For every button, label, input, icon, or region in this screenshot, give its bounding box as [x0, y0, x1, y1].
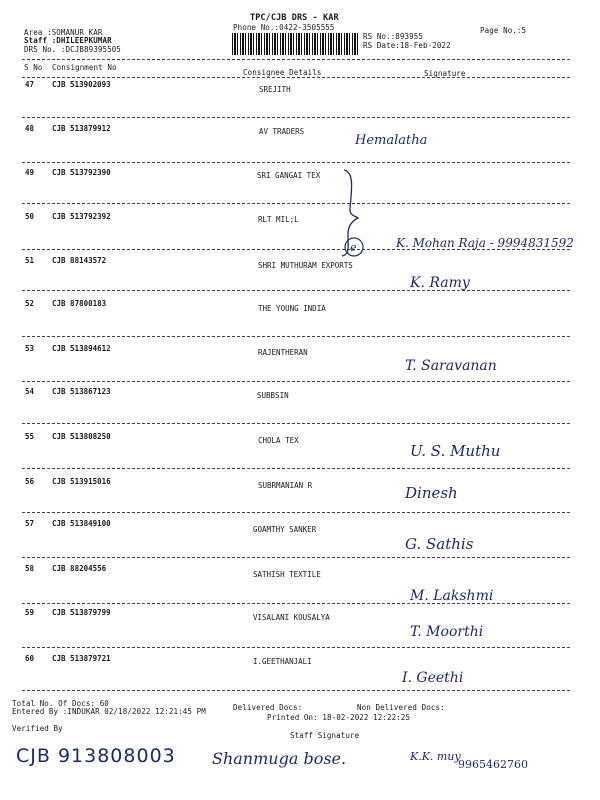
- divider: [22, 203, 570, 204]
- row-consignment: CJB 513902093: [52, 80, 111, 89]
- row-consignment: CJB 513879721: [52, 654, 111, 663]
- entered-by: Entered By :INDUKAR 02/18/2022 12:21:45 PM: [12, 707, 206, 716]
- handwritten-phone: 9965462760: [458, 758, 528, 771]
- divider: [22, 381, 570, 382]
- sheet-title: TPC/CJB DRS - KAR: [250, 13, 339, 23]
- drs-number: DRS No. :DCJB89395505: [24, 45, 121, 54]
- row-consignee: VISALANI KOUSALYA: [253, 613, 330, 622]
- page-number: Page No.:5: [480, 26, 527, 35]
- row-consignee: CHOLA TEX: [258, 436, 299, 445]
- divider: [22, 290, 570, 291]
- divider: [22, 59, 570, 60]
- row-sno: 55: [25, 432, 35, 441]
- handwritten-signature: I. Geethi: [402, 670, 464, 686]
- circled-e-mark: [343, 236, 365, 258]
- divider: [22, 162, 570, 163]
- handwritten-name: Shanmuga bose.: [212, 749, 347, 768]
- printed-on: Printed On: 18-02-2022 12:22:25: [267, 713, 411, 722]
- col-signature: Signature: [424, 69, 466, 78]
- row-consignee: I.GEETHANJALI: [253, 657, 312, 666]
- barcode-image: [232, 33, 358, 55]
- divider: [22, 423, 570, 424]
- row-consignee: SHRI MUTHURAM EXPORTS: [258, 261, 353, 270]
- divider: [22, 690, 570, 691]
- handwritten-signature: K. Ramy: [410, 275, 470, 291]
- divider: [22, 117, 570, 118]
- row-sno: 56: [25, 477, 35, 486]
- row-consignment: CJB 513849100: [52, 519, 111, 528]
- staff-signature-label: Staff Signature: [290, 731, 360, 740]
- non-delivered-docs: Non Delivered Docs:: [357, 703, 445, 712]
- row-consignment: CJB 88143572: [52, 256, 107, 265]
- row-consignment: CJB 513867123: [52, 387, 111, 396]
- row-consignee: AV TRADERS: [259, 127, 305, 136]
- rs-date: RS Date:18-Feb-2022: [363, 41, 451, 50]
- row-consignment: CJB 513879912: [52, 124, 111, 133]
- handwritten-signature: T. Moorthi: [410, 624, 484, 640]
- row-consignee: RLT MIL;L: [258, 215, 299, 224]
- phone-number: Phone No.:0422-3505555: [233, 23, 335, 32]
- area-label: Area :SOMANUR KAR: [24, 28, 103, 37]
- row-consignment: CJB 88204556: [52, 564, 107, 573]
- handwritten-signature: T. Saravanan: [405, 358, 497, 374]
- divider: [22, 468, 570, 469]
- divider: [22, 557, 570, 558]
- row-consignee: SUBBSIN: [257, 391, 289, 400]
- row-sno: 59: [25, 608, 35, 617]
- row-sno: 53: [25, 344, 35, 353]
- row-sno: 52: [25, 299, 35, 308]
- handwritten-signature: G. Sathis: [405, 535, 474, 553]
- handwritten-signature: M. Lakshmi: [410, 588, 494, 604]
- row-consignment: CJB 513915016: [52, 477, 111, 486]
- handwritten-signature: K. Mohan Raja - 9994831592: [396, 236, 574, 250]
- row-consignee: SATHISH TEXTILE: [253, 570, 321, 579]
- col-sno: S No: [24, 63, 43, 72]
- total-docs: Total No. Of Docs: 60: [12, 699, 109, 708]
- row-consignee: GOAMTHY SANKER: [253, 525, 317, 534]
- delivered-docs: Delivered Docs:: [233, 703, 303, 712]
- handwritten-signature: Hemalatha: [355, 133, 428, 148]
- verified-by: Verified By: [12, 724, 63, 733]
- col-consignee: Consignee Details: [243, 68, 322, 77]
- col-consignment: Consignment No: [52, 63, 117, 72]
- row-sno: 54: [25, 387, 35, 396]
- row-sno: 51: [25, 256, 35, 265]
- row-consignee: SUBRMANIAN R: [258, 481, 313, 490]
- handwritten-signature: Dinesh: [405, 484, 458, 502]
- row-consignment: CJB 87800183: [52, 299, 107, 308]
- row-consignment: CJB 513894612: [52, 344, 111, 353]
- row-sno: 50: [25, 212, 35, 221]
- row-consignment: CJB 513879799: [52, 608, 111, 617]
- row-consignee: RAJENTHERAN: [258, 348, 308, 357]
- row-consignee: SRI GANGAI TEX: [257, 171, 321, 180]
- row-consignment: CJB 513808250: [52, 432, 111, 441]
- svg-text:e: e: [350, 241, 357, 254]
- row-sno: 48: [25, 124, 35, 133]
- row-consignee: THE YOUNG INDIA: [258, 304, 326, 313]
- handwritten-signature: U. S. Muthu: [410, 442, 501, 460]
- divider: [22, 249, 570, 250]
- row-consignment: CJB 513792392: [52, 212, 111, 221]
- row-sno: 60: [25, 654, 35, 663]
- handwritten-drs-ref: CJB 913808003: [16, 745, 176, 767]
- row-sno: 49: [25, 168, 35, 177]
- row-sno: 47: [25, 80, 35, 89]
- row-consignee: SREJITH: [259, 85, 291, 94]
- divider: [22, 603, 570, 604]
- divider: [22, 512, 570, 513]
- row-consignment: CJB 513792390: [52, 168, 111, 177]
- handwritten-initials: K.K. muy: [410, 750, 461, 763]
- divider: [22, 336, 570, 337]
- rs-number: RS No.:893955: [363, 32, 423, 41]
- row-sno: 58: [25, 564, 35, 573]
- divider: [22, 77, 570, 78]
- row-sno: 57: [25, 519, 35, 528]
- staff-label: Staff :DHILEEPKUMAR: [24, 36, 112, 45]
- divider: [22, 647, 570, 648]
